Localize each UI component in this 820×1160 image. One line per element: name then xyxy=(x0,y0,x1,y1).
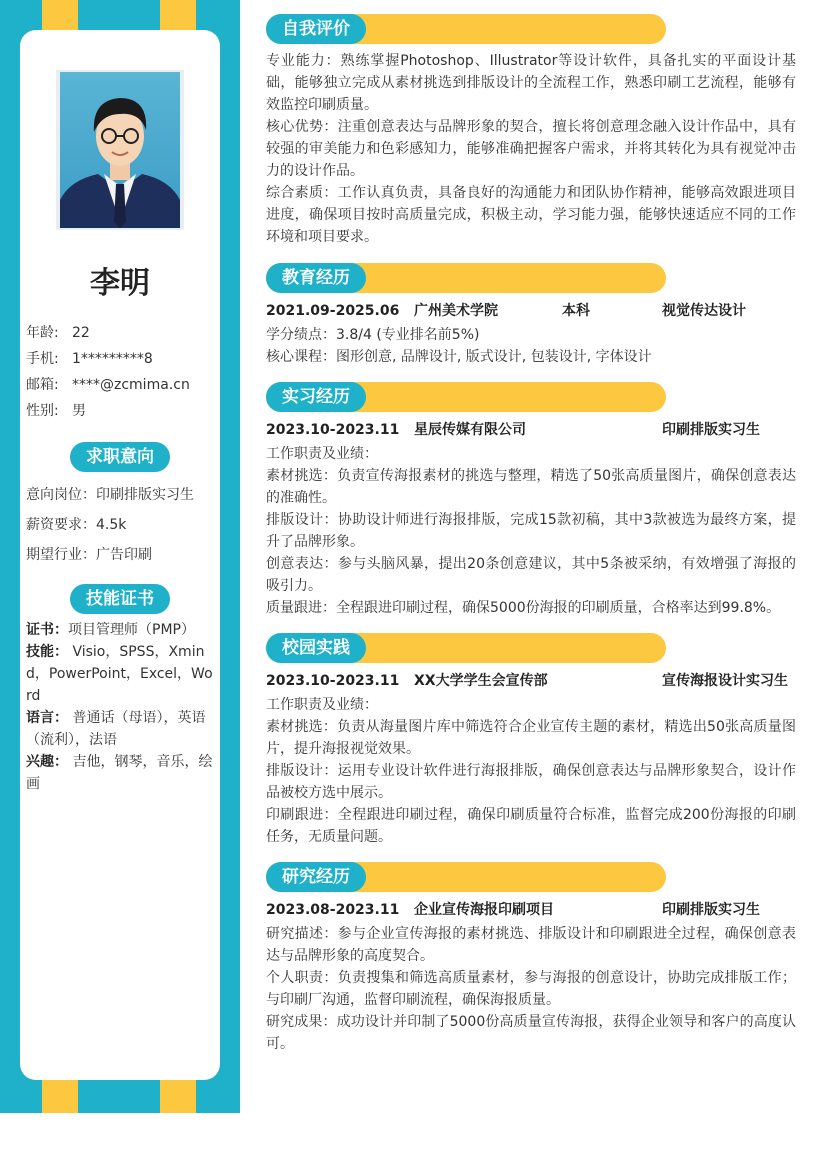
research-header-row: 2023.08-2023.11 企业宣传海报印刷项目 印刷排版实习生 xyxy=(266,902,760,918)
campus-details: 工作职责及业绩： 素材挑选：负责从海量图片库中筛选符合企业宣传主题的素材，精选出50张高质量图片，提升海报视觉效果。 排版设计：运用专业设计软件进行海报排版，确保创意表达与品牌形象契合，设计作品被校方选中展示。 印刷跟进：全程跟进印刷过程，确保印刷质量符合标准，监督完成200份海报的印刷任务，无质量问题。 xyxy=(266,697,796,845)
info-age: 年龄: 22 xyxy=(26,325,90,341)
self-eval-paragraph: 专业能力：熟练掌握Photoshop、Illustrator等设计软件，具备扎实的平面设计基础，能够独立完成从素材挑选到排版设计的全流程工作，熟悉印刷工艺流程，能够有效监控印刷质量。 xyxy=(266,53,796,113)
internship-header-row: 2023.10-2023.11 星辰传媒有限公司 印刷排版实习生 xyxy=(266,422,760,438)
self-eval-text xyxy=(266,50,796,248)
person-photo-icon xyxy=(60,72,180,228)
intent-position: 意向岗位：印刷排版实习生 xyxy=(26,487,194,503)
skill-hobbies: 兴趣： 吉他，钢琴，音乐，绘画 xyxy=(26,754,213,792)
self-eval-paragraph: 核心优势：注重创意表达与品牌形象的契合，擅长将创意理念融入设计作品中，具有较强的审美能力和色彩感知力，能够准确把握客户需求，并将其转化为具有视觉冲击力的设计作品。 xyxy=(266,119,796,179)
info-email: 邮箱: ****@zcmima.cn xyxy=(26,377,190,393)
avatar-frame xyxy=(56,70,184,230)
section-title: 校园实践 xyxy=(266,633,366,663)
profile-card xyxy=(20,30,220,1080)
education-details: 学分绩点：3.8/4 (专业排名前5%) 核心课程：图形创意, 品牌设计, 版式设计, 包装设计, 字体设计 xyxy=(266,327,652,365)
section-title: 教育经历 xyxy=(266,263,366,293)
section-title: 实习经历 xyxy=(266,382,366,412)
info-gender: 性别: 男 xyxy=(26,403,86,419)
avatar xyxy=(60,72,180,228)
candidate-name: 李明 xyxy=(90,266,150,301)
research-details: 研究描述：参与企业宣传海报的素材挑选、排版设计和印刷跟进全过程，确保创意表达与品牌形象的高度契合。 个人职责：负责搜集和筛选高质量素材，参与海报的创意设计，协助完成排版工作；与印刷厂沟通，监督印刷流程，确保海报质量。 研究成果：成功设计并印制了5000份高质量宣传海报，获得企业领导和客户的高度认可。 xyxy=(266,926,796,1052)
section-title-skills: 技能证书 xyxy=(70,584,170,614)
section-title: 自我评价 xyxy=(266,14,366,44)
intent-industry: 期望行业：广告印刷 xyxy=(26,547,152,563)
section-header-campus xyxy=(266,633,666,663)
intent-salary: 薪资要求：4.5k xyxy=(26,517,127,533)
skill-language: 语言： 普通话（母语），英语（流利），法语 xyxy=(26,710,206,748)
section-header-research xyxy=(266,862,666,892)
info-phone: 手机: 1*********8 xyxy=(26,351,153,367)
section-header-self-eval xyxy=(266,14,666,44)
education-header-row: 2021.09-2025.06 广州美术学院 本科 视觉传达设计 xyxy=(266,303,746,319)
section-header-internship xyxy=(266,382,666,412)
campus-header-row: 2023.10-2023.11 XX大学学生会宣传部 宣传海报设计实习生 xyxy=(266,673,788,689)
internship-details: 工作职责及业绩： 素材挑选：负责宣传海报素材的挑选与整理，精选了50张高质量图片，确保创意表达的准确性。 排版设计：协助设计师进行海报排版，完成15款初稿，其中3款被选为最终方案，提升了品牌形象。 创意表达：参与头脑风暴，提出20条创意建议，其中5条被采纳，有效增强了海报的吸引力。 质量跟进：全程跟进印刷过程，确保5000份海报的印刷质量，合格率达到99.8%。 xyxy=(266,446,796,616)
skill-tools: 技能： Visio，SPSS，Xmind，PowerPoint，Excel，Word xyxy=(26,644,213,704)
section-title-intent: 求职意向 xyxy=(70,442,170,472)
section-header-education xyxy=(266,263,666,293)
self-eval-paragraph: 综合素质：工作认真负责，具备良好的沟通能力和团队协作精神，能够高效跟进项目进度，确保项目按时高质量完成，积极主动，学习能力强，能够快速适应不同的工作环境和项目要求。 xyxy=(266,185,796,245)
skill-certificate: 证书：项目管理师（PMP） xyxy=(26,622,195,638)
section-title: 研究经历 xyxy=(266,862,366,892)
